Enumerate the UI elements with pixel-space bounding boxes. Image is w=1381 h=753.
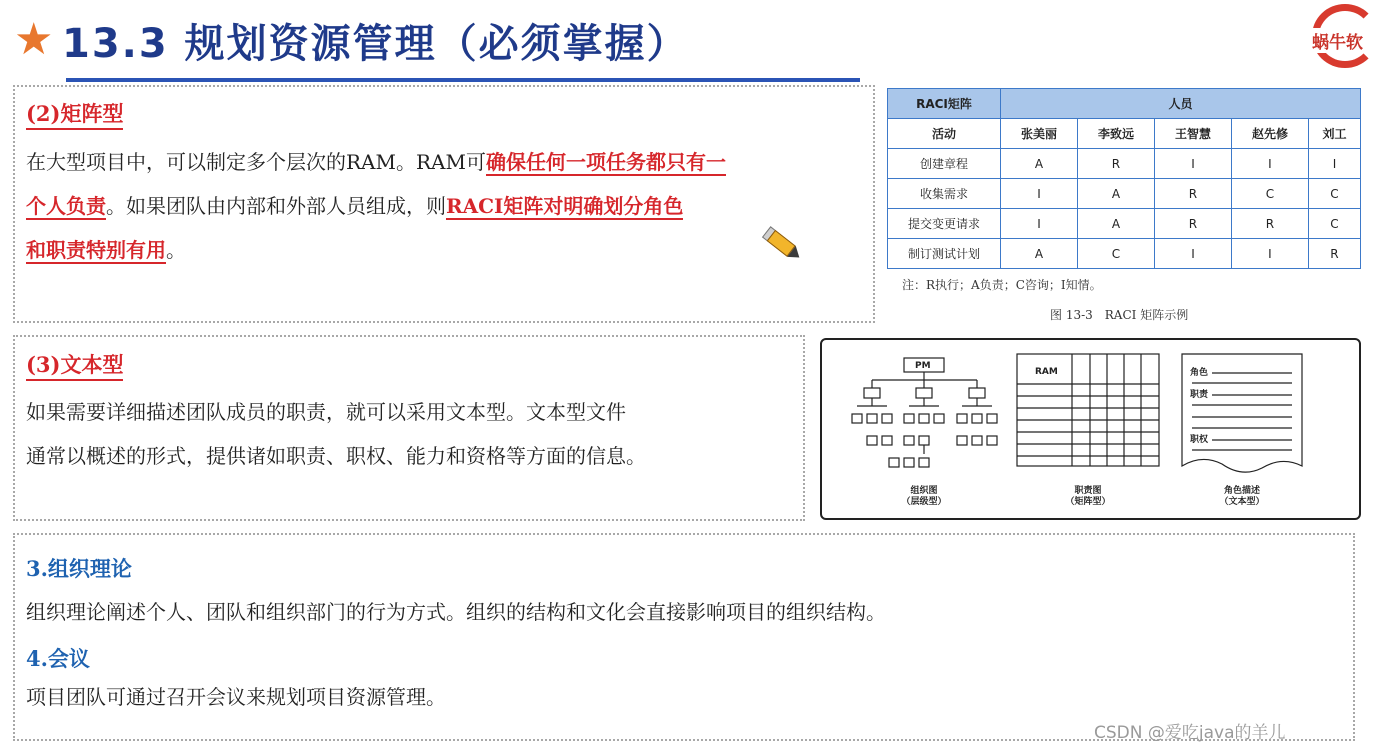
raci-cell: R <box>1154 209 1231 239</box>
watermark-credit: CSDN @爱吃java的羊儿 <box>1094 723 1286 743</box>
raci-cell: I <box>1154 149 1231 179</box>
matrix-highlight-1: 确保任何一项任务都只有一 <box>485 150 726 174</box>
raci-activity: 创建章程 <box>888 149 1001 179</box>
matrix-highlight-3: RACI矩阵对明确划分角色 <box>446 194 684 218</box>
raci-table-figure <box>887 88 1361 274</box>
meeting-heading: 4.会议 <box>26 646 90 671</box>
role-description-caption: 角色描述 （文本型） <box>1219 486 1265 507</box>
title-underline <box>66 78 860 82</box>
raci-cell: R <box>1308 239 1360 269</box>
raci-cell: C <box>1077 239 1154 269</box>
raci-group-header: 人员 <box>1001 89 1361 119</box>
raci-cell: C <box>1308 209 1360 239</box>
raci-activity: 提交变更请求 <box>888 209 1001 239</box>
title-bar <box>14 12 864 82</box>
text-type-line-1: 如果需要详细描述团队成员的职责，就可以采用文本型。文本型文件 <box>26 400 626 424</box>
raci-cell: C <box>1308 179 1360 209</box>
raci-cell: A <box>1077 179 1154 209</box>
raci-corner: RACI矩阵 <box>888 89 1001 119</box>
responsibility-field-label: 职责 <box>1190 390 1209 400</box>
raci-cell: A <box>1001 149 1078 179</box>
raci-cell: I <box>1231 149 1308 179</box>
ram-label: RAM <box>1035 367 1058 377</box>
raci-cell: R <box>1231 209 1308 239</box>
page-title: 13.3 规划资源管理（必须掌握） <box>62 21 689 67</box>
raci-person: 李致远 <box>1077 119 1154 149</box>
matrix-highlight-2: 个人负责 <box>26 194 106 218</box>
raci-cell: R <box>1154 179 1231 209</box>
meeting-text: 项目团队可通过召开会议来规划项目资源管理。 <box>26 685 446 709</box>
raci-cell: C <box>1231 179 1308 209</box>
logo-text: 蜗牛软 <box>1312 28 1363 53</box>
table-row <box>888 149 1361 179</box>
matrix-paragraph <box>26 140 866 272</box>
org-theory-heading: 3.组织理论 <box>26 556 132 581</box>
raci-activity: 收集需求 <box>888 179 1001 209</box>
raci-person: 王智慧 <box>1154 119 1231 149</box>
matrix-text-2: 。如果团队由内部和外部人员组成，则 <box>106 194 446 218</box>
pm-label: PM <box>915 361 931 371</box>
raci-person: 赵先修 <box>1231 119 1308 149</box>
raci-cell: A <box>1001 239 1078 269</box>
matrix-heading: (2)矩阵型 <box>26 101 123 130</box>
matrix-text-1: 在大型项目中，可以制定多个层次的RAM。RAM可 <box>26 150 486 174</box>
raci-cell: A <box>1077 209 1154 239</box>
org-chart-caption: 组织图 （层级型） <box>901 486 947 507</box>
raci-person: 张美丽 <box>1001 119 1078 149</box>
brand-logo <box>1308 4 1381 68</box>
raci-person: 刘工 <box>1308 119 1360 149</box>
text-type-heading: (3)文本型 <box>26 352 123 381</box>
raci-caption: 图 13-3 RACI 矩阵示例 <box>1050 308 1189 322</box>
ram-formats-figure <box>820 338 1361 520</box>
text-type-paragraph <box>26 390 796 478</box>
raci-cell: R <box>1077 149 1154 179</box>
authority-field-label: 职权 <box>1190 435 1209 445</box>
raci-table <box>887 88 1361 269</box>
star-icon: ★ <box>14 14 54 65</box>
matrix-text-3: 。 <box>166 238 186 262</box>
matrix-highlight-4: 和职责特别有用 <box>26 238 166 262</box>
table-row <box>888 179 1361 209</box>
role-field-label: 角色 <box>1190 368 1209 378</box>
raci-cell: I <box>1001 179 1078 209</box>
raci-cell: I <box>1308 149 1360 179</box>
raci-note: 注：R执行；A负责；C咨询；I知情。 <box>902 278 1102 292</box>
org-theory-text: 组织理论阐述个人、团队和组织部门的行为方式。组织的结构和文化会直接影响项目的组织结构。 <box>26 600 886 624</box>
raci-cell: I <box>1001 209 1078 239</box>
raci-activity: 制订测试计划 <box>888 239 1001 269</box>
text-type-line-2: 通常以概述的形式，提供诸如职责、职权、能力和资格等方面的信息。 <box>26 444 646 468</box>
matrix-chart-caption: 职责图 （矩阵型） <box>1065 486 1111 507</box>
table-row <box>888 209 1361 239</box>
table-row <box>888 239 1361 269</box>
raci-cell: I <box>1231 239 1308 269</box>
raci-activity-header: 活动 <box>888 119 1001 149</box>
raci-cell: I <box>1154 239 1231 269</box>
